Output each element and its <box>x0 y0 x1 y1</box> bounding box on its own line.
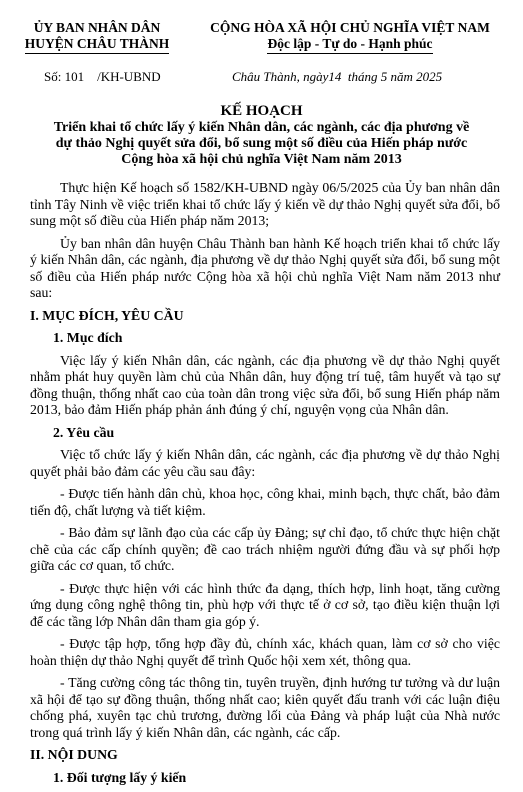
country-name: CỘNG HÒA XÃ HỘI CHỦ NGHĨA VIỆT NAM <box>210 20 490 35</box>
document-kind: KẾ HOẠCH <box>220 103 303 119</box>
title-line3: Cộng hòa xã hội chủ nghĩa Việt Nam năm 2013 <box>121 152 402 167</box>
national-motto <box>190 20 510 54</box>
intro-paragraph-1: Thực hiện Kế hoạch số 1582/KH-UBND ngày 06/5/2025 của Ủy ban nhân dân tỉnh Tây Ninh về việc triển khai tổ chức lấy ý kiến về dự thảo Nghị quyết sửa đổi, bổ sung một số điều của Hiến pháp năm 2013; <box>30 180 500 228</box>
requirement-item-5: - Tăng cường công tác thông tin, tuyên truyền, định hướng tư tưởng và dư luận xã hội để tạo sự đồng thuận, thống nhất cao; kiên quyết đấu tranh với các luận điệu chống phá, xuyên tạc chủ trương, đường lối của Đảng và pháp luật của Nhà nước trong quá trình lấy ý kiến Nhân dân, các ngành, các cấp. <box>30 675 500 740</box>
agency-line2: HUYỆN CHÂU THÀNH <box>25 36 170 54</box>
requirement-item-1: - Được tiến hành dân chủ, khoa học, công khai, minh bạch, thực chất, bảo đảm tiến độ, chất lượng và tiết kiệm. <box>30 486 500 518</box>
requirement-item-2: - Bảo đảm sự lãnh đạo của các cấp ủy Đảng; sự chỉ đạo, tổ chức thực hiện chặt chẽ của các cấp chính quyền; đề cao trách nhiệm người đứng đầu và sự phối hợp giữa các cơ quan, tổ chức. <box>30 525 500 573</box>
document-title <box>0 103 523 168</box>
requirement-item-3: - Được thực hiện với các hình thức đa dạng, thích hợp, linh hoạt, tăng cường ứng dụng công nghệ thông tin, phù hợp với thực tế ở cơ sở, tạo điều kiện thuận lợi để các tầng lớp Nhân dân tham gia góp ý. <box>30 580 500 629</box>
agency-line1: ỦY BAN NHÂN DÂN <box>33 20 161 35</box>
requirements-intro: Việc tổ chức lấy ý kiến Nhân dân, các ngành, các địa phương về dự thảo Nghị quyết phải bảo đảm các yêu cầu sau đây: <box>30 447 500 479</box>
purpose-paragraph: Việc lấy ý kiến Nhân dân, các ngành, các địa phương về dự thảo Nghị quyết nhằm phát huy quyền làm chủ của Nhân dân, huy động trí tuệ, tâm huyết và tạo sự đồng thuận, thống nhất cao của toàn dân trong việc sửa đổi, bổ sung Hiến pháp năm 2013, bảo đảm Hiến pháp phản ánh đúng ý chí, nguyện vọng của Nhân dân. <box>30 352 500 417</box>
issuing-agency <box>12 20 182 54</box>
title-line2: dự thảo Nghị quyết sửa đổi, bổ sung một số điều của Hiến pháp nước <box>55 136 468 151</box>
document-number: Số: 101 /KH-UBND <box>44 69 161 84</box>
section-heading-2: II. NỘI DUNG <box>30 747 118 762</box>
requirement-item-4: - Được tập hợp, tổng hợp đầy đủ, chính xác, khách quan, làm cơ sở cho việc hoàn thiện dự thảo Nghị quyết để trình Quốc hội xem xét, thông qua. <box>30 636 500 668</box>
title-line1: Triển khai tổ chức lấy ý kiến Nhân dân, các ngành, các địa phương về <box>53 120 470 135</box>
document-body <box>30 180 500 792</box>
motto: Độc lập - Tự do - Hạnh phúc <box>267 36 432 54</box>
subsection-heading-subjects: 1. Đối tượng lấy ý kiến <box>53 769 187 785</box>
subsection-heading-requirements: 2. Yêu cầu <box>53 424 115 440</box>
section-heading-1: I. MỤC ĐÍCH, YÊU CẦU <box>30 307 184 323</box>
document-date: Châu Thành, ngày14 tháng 5 năm 2025 <box>232 69 443 84</box>
subsection-heading-purpose: 1. Mục đích <box>53 330 123 345</box>
intro-paragraph-2: Ủy ban nhân dân huyện Châu Thành ban hành Kế hoạch triển khai tổ chức lấy ý kiến Nhân dân, các ngành, địa phương về dự thảo Nghị quyết sửa đổi, bổ sung một số điều của Hiến pháp nước Cộng hòa xã hội chủ nghĩa Việt Nam năm 2013 như sau: <box>30 235 500 300</box>
